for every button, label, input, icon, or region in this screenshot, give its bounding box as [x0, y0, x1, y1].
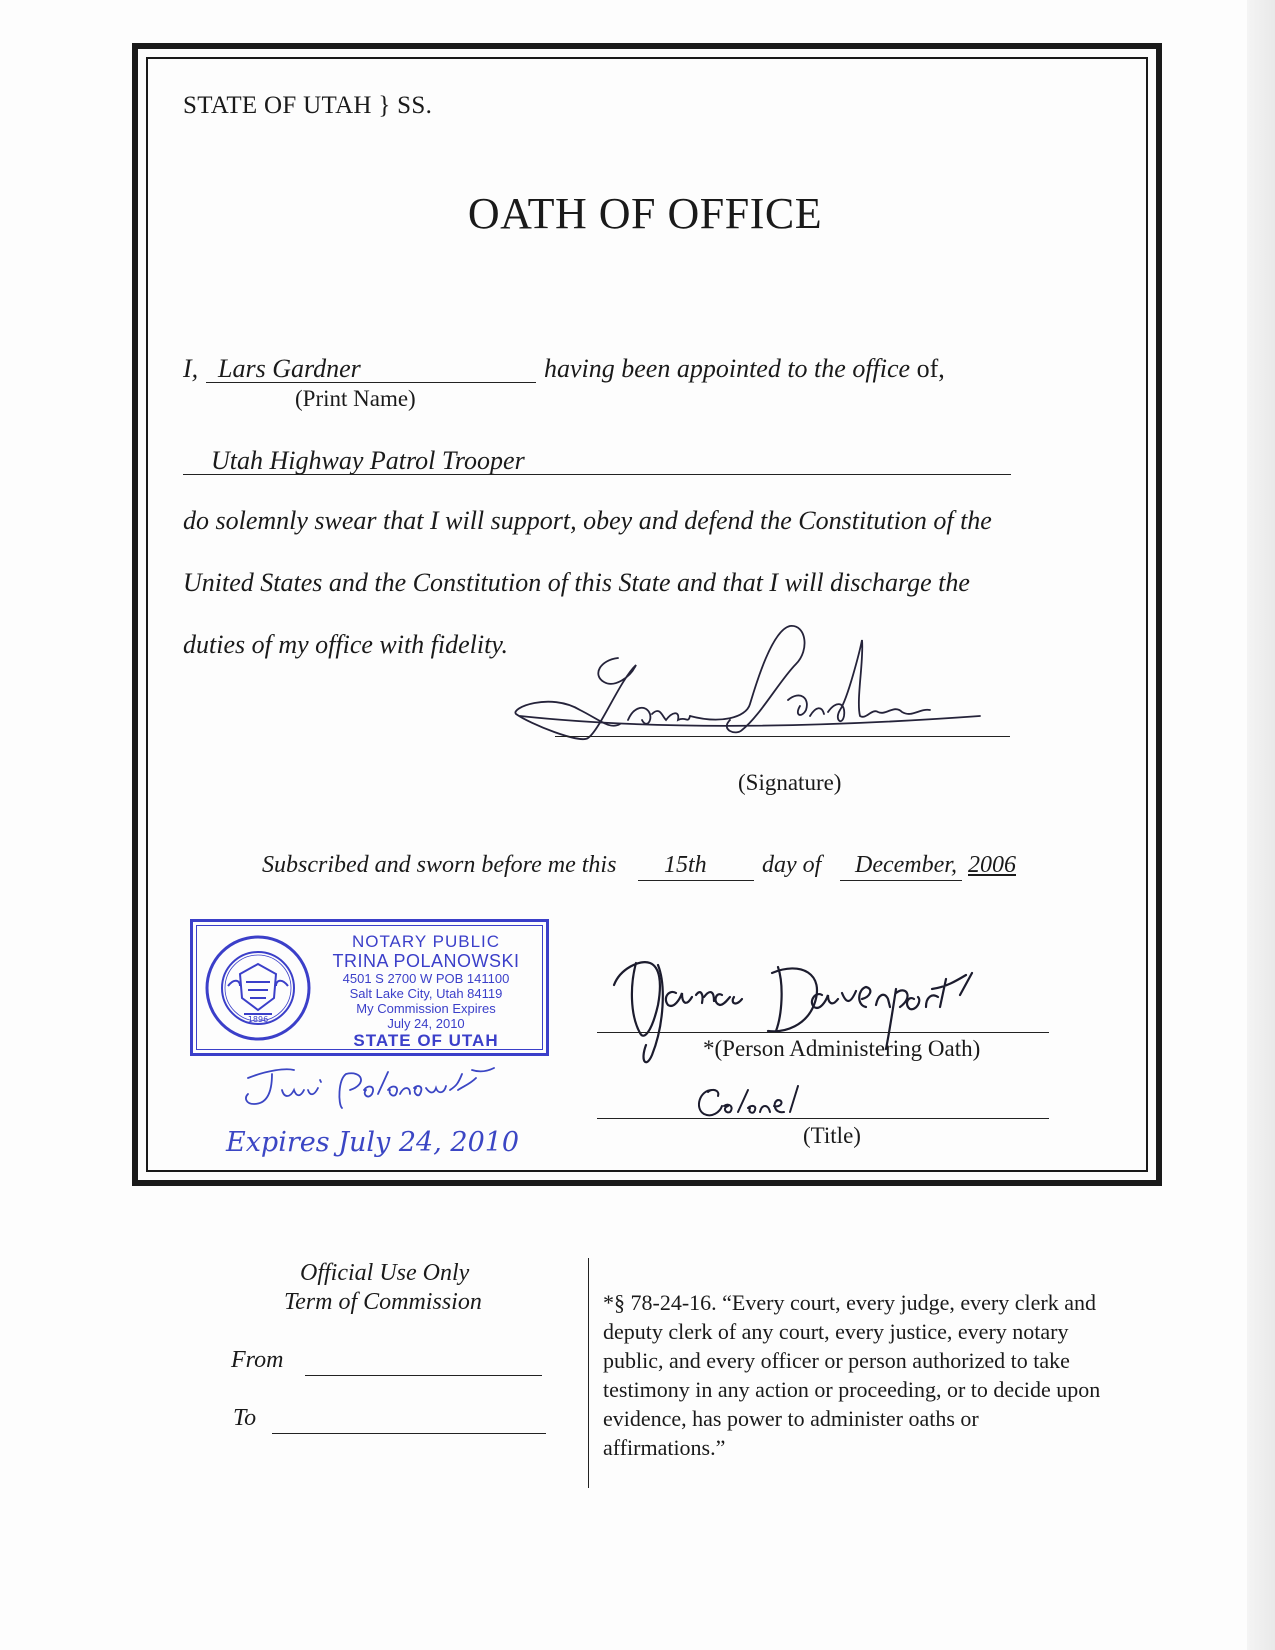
oath-line-1: do solemnly swear that I will support, obey and defend the Constitution of the — [183, 506, 992, 535]
signature-caption: (Signature) — [738, 770, 842, 795]
notary-stamp-text: NOTARY PUBLIC TRINA POLANOWSKI 4501 S 2700 W POB 141100 Salt Lake City, Utah 84119 My Commission Expires July 24, 2010 STATE OF UTAH — [332, 932, 520, 1050]
venue-heading: STATE OF UTAH } SS. — [183, 92, 433, 119]
print-name-value: Lars Gardner — [218, 354, 361, 383]
print-name-underline — [206, 382, 536, 383]
oath-line-2: United States and the Constitution of this State and that I will discharge the — [183, 568, 970, 597]
from-field — [305, 1375, 542, 1376]
administrator-signature-image — [600, 945, 1040, 1085]
print-name-field — [206, 354, 536, 384]
notary-handwritten-expires: Expires July 24, 2010 — [226, 1127, 520, 1158]
paper-edge — [1247, 0, 1275, 1650]
oath-prefix: I, — [183, 354, 199, 383]
administrator-title-caption: (Title) — [803, 1123, 861, 1148]
sworn-prefix: Subscribed and sworn before me this — [262, 852, 617, 878]
official-use-heading: Official Use Only — [300, 1260, 470, 1286]
office-underline — [183, 474, 1011, 475]
notary-stamp — [190, 919, 549, 1056]
section-divider — [588, 1258, 589, 1488]
state-seal-icon — [204, 934, 312, 1042]
signature-underline — [555, 736, 1010, 737]
oath-signature-image — [510, 620, 1030, 760]
sworn-year: 2006 — [968, 852, 1016, 878]
sworn-day-of: day of — [762, 852, 822, 878]
from-label: From — [231, 1347, 284, 1373]
notary-handwritten-signature — [238, 1060, 508, 1120]
administrator-title-underline — [597, 1118, 1049, 1119]
administrator-caption: *(Person Administering Oath) — [703, 1036, 981, 1061]
sworn-month-underline — [840, 880, 962, 881]
to-label: To — [233, 1405, 257, 1431]
sworn-day-underline — [638, 880, 754, 881]
sworn-day: 15th — [664, 852, 707, 878]
office-value: Utah Highway Patrol Trooper — [211, 446, 525, 475]
page-title: OATH OF OFFICE — [467, 189, 823, 238]
print-name-caption: (Print Name) — [295, 386, 416, 411]
statute-footnote: *§ 78-24-16. “Every court, every judge, every clerk and deputy clerk of any court, every justice, every notary public, and every officer or person authorized to take testimony in any action or proceeding, or to decide upon evidence, has power to administer oaths or affirmations.” — [603, 1290, 1101, 1460]
oath-line-3: duties of my office with fidelity. — [183, 630, 508, 659]
svg-text:1896: 1896 — [247, 1015, 269, 1024]
to-field — [272, 1433, 546, 1434]
sworn-month: December, — [855, 852, 957, 878]
administrator-signature-underline — [597, 1032, 1049, 1033]
term-heading: Term of Commission — [284, 1289, 482, 1315]
appointed-text: having been appointed to the office of, — [544, 354, 945, 383]
